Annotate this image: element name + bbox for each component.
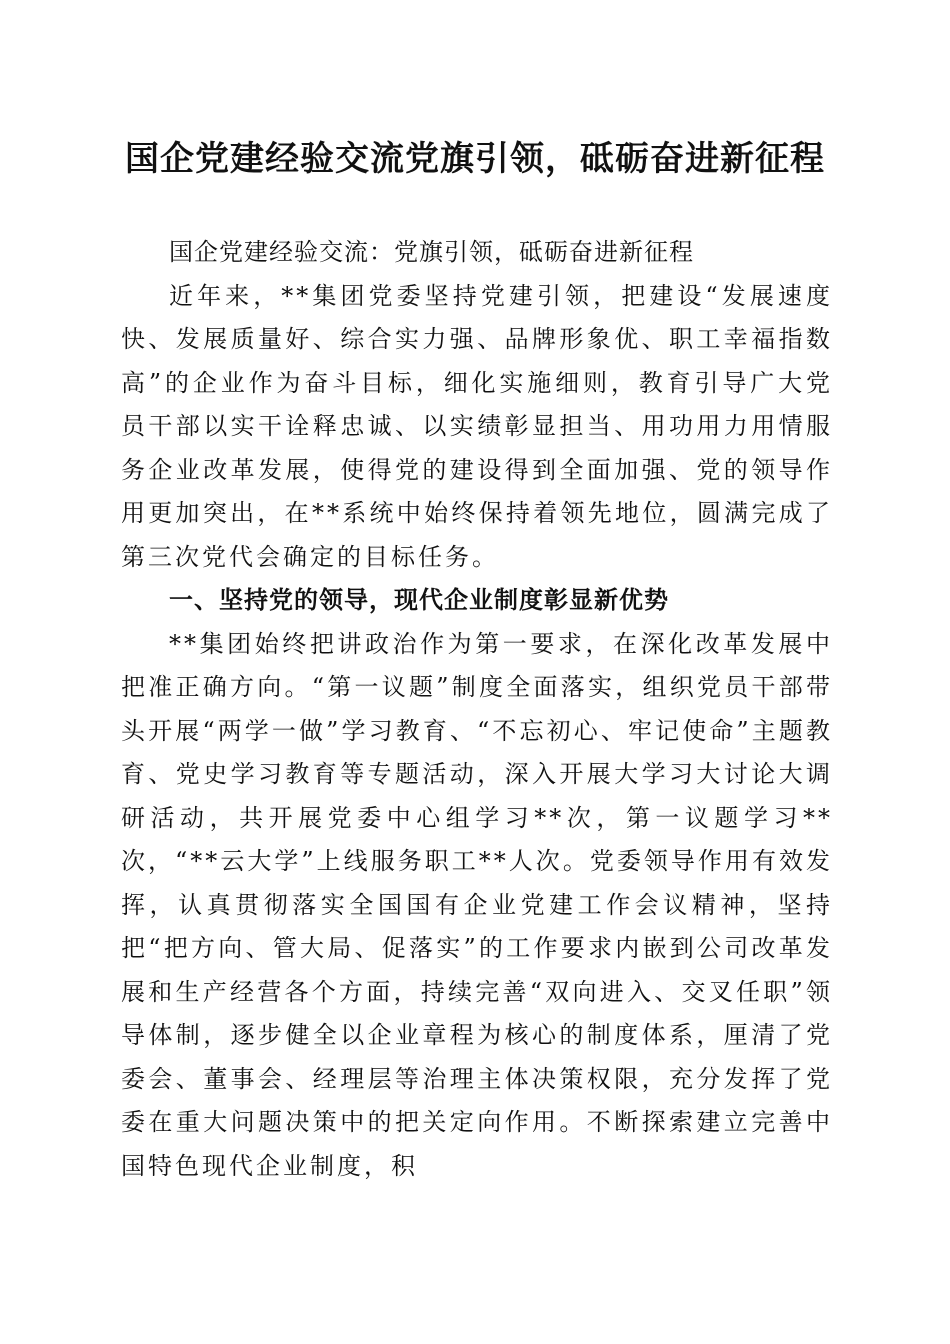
document-title: 国企党建经验交流党旗引领，砥砺奋进新征程 (125, 139, 825, 179)
document-body (121, 231, 833, 1188)
section-1-paragraph: **集团始终把讲政治作为第一要求，在深化改革发展中把准正确方向。“第一议题”制度全面落实，组织党员干部带头开展“两学一做”学习教育、“不忘初心、牢记使命”主题教育、党史学习教育等专题活动，深入开展大学习大讨论大调研活动，共开展党委中心组学习**次，第一议题学习**次，“**云大学”上线服务职工**人次。党委领导作用有效发挥，认真贯彻落实全国国有企业党建工作会议精神，坚持把“把方向、管大局、促落实”的工作要求内嵌到公司改革发展和生产经营各个方面，持续完善“双向进入、交叉任职”领导体制，逐步健全以企业章程为核心的制度体系，厘清了党委会、董事会、经理层等治理主体决策权限，充分发挥了党委在重大问题决策中的把关定向作用。不断探索建立完善中国特色现代企业制度，积 (121, 629, 833, 1180)
document-subtitle: 国企党建经验交流：党旗引领，砥砺奋进新征程 (169, 238, 694, 266)
section-heading-1: 一、坚持党的领导，现代企业制度彰显新优势 (169, 586, 669, 614)
intro-paragraph: 近年来，**集团党委坚持党建引领，把建设“发展速度快、发展质量好、综合实力强、品牌形象优、职工幸福指数高”的企业作为奋斗目标，细化实施细则，教育引导广大党员干部以实干诠释忠诚、以实绩彰显担当、用功用力用情服务企业改革发展，使得党的建设得到全面加强、党的领导作用更加突出，在**系统中始终保持着领先地位，圆满完成了第三次党代会确定的目标任务。 (121, 281, 833, 571)
